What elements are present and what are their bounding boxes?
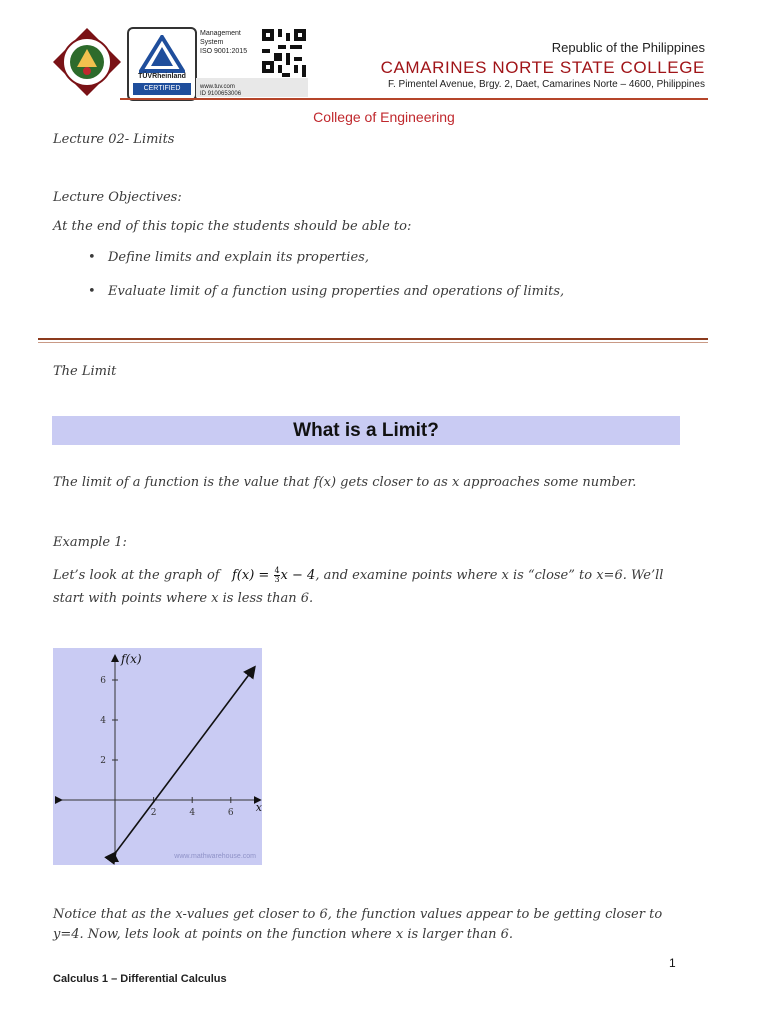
header-rule [120,98,708,100]
y-tick-label: 4 [100,716,106,726]
banner [52,416,680,445]
notice-line2: y=4. Now, lets look at points on the function where x is larger than 6. [53,927,514,942]
section-divider [38,338,708,340]
lecture-title: Lecture 02- Limits [53,132,175,147]
fraction: $\frac{4}{3}$ [274,566,280,584]
x-tick-label: 4 [189,808,196,818]
objectives-list [88,250,564,318]
list-item: • Define limits and explain its properties, [88,250,369,265]
section-divider-thin [38,342,708,343]
x-tick-label: 6 [227,808,234,818]
republic-label: Republic of the Philippines [551,40,705,55]
footer-course: Calculus 1 – Differential Calculus [53,973,227,985]
y-tick-label: 2 [100,756,106,766]
function-expression: f(x) = $\frac{4}{3}$ x − 4 [232,566,316,584]
x-tick-label: 2 [150,808,157,818]
notice-line1: Notice that as the x-values get closer to 6, the function values appear to be getting closer to [53,907,663,922]
watermark: www.mathwarehouse.com [174,853,256,860]
limit-definition: The limit of a function is the value that f(x) gets closer to as x approaches some number. [53,475,637,490]
graph-svg [53,648,262,865]
page-number: 1 [669,956,676,970]
list-item: • Evaluate limit of a function using properties and operations of limits, [88,284,565,299]
y-axis-label: f(x) [121,652,142,666]
objectives-intro: At the end of this topic the students should be able to: [53,219,412,234]
objectives-heading: Lecture Objectives: [53,190,182,205]
example-text-line1: Let’s look at the graph of f(x) = $\frac{4}{3}$ x − 4, and examine points where x is “close” to x=6. We’ll [53,566,664,584]
department-title: College of Engineering [313,109,455,125]
example-text-line2: start with points where x is less than 6. [53,591,314,606]
college-address: F. Pimentel Avenue, Brgy. 2, Daet, Camarines Norte – 4600, Philippines [387,79,705,90]
management-system-text: Management System ISO 9001:2015 [200,30,248,55]
y-tick-label: 6 [100,676,106,686]
college-seal-logo [52,27,122,97]
function-graph [53,648,262,865]
function-line [115,668,254,853]
tuv-certified-label: CERTIFIED [133,83,191,95]
example-heading: Example 1: [53,535,127,550]
college-name: CAMARINES NORTE STATE COLLEGE [380,58,705,77]
tuv-web-text: www.tuv.com ID 9100653006 [200,84,242,97]
qr-code-icon [262,29,306,77]
section-title: The Limit [53,364,117,379]
banner-title: What is a Limit? [293,420,439,441]
tuv-certification-logo [127,27,197,101]
tuv-brand-label: TÜVRheinland [138,73,186,80]
x-axis-label: x [255,801,262,814]
